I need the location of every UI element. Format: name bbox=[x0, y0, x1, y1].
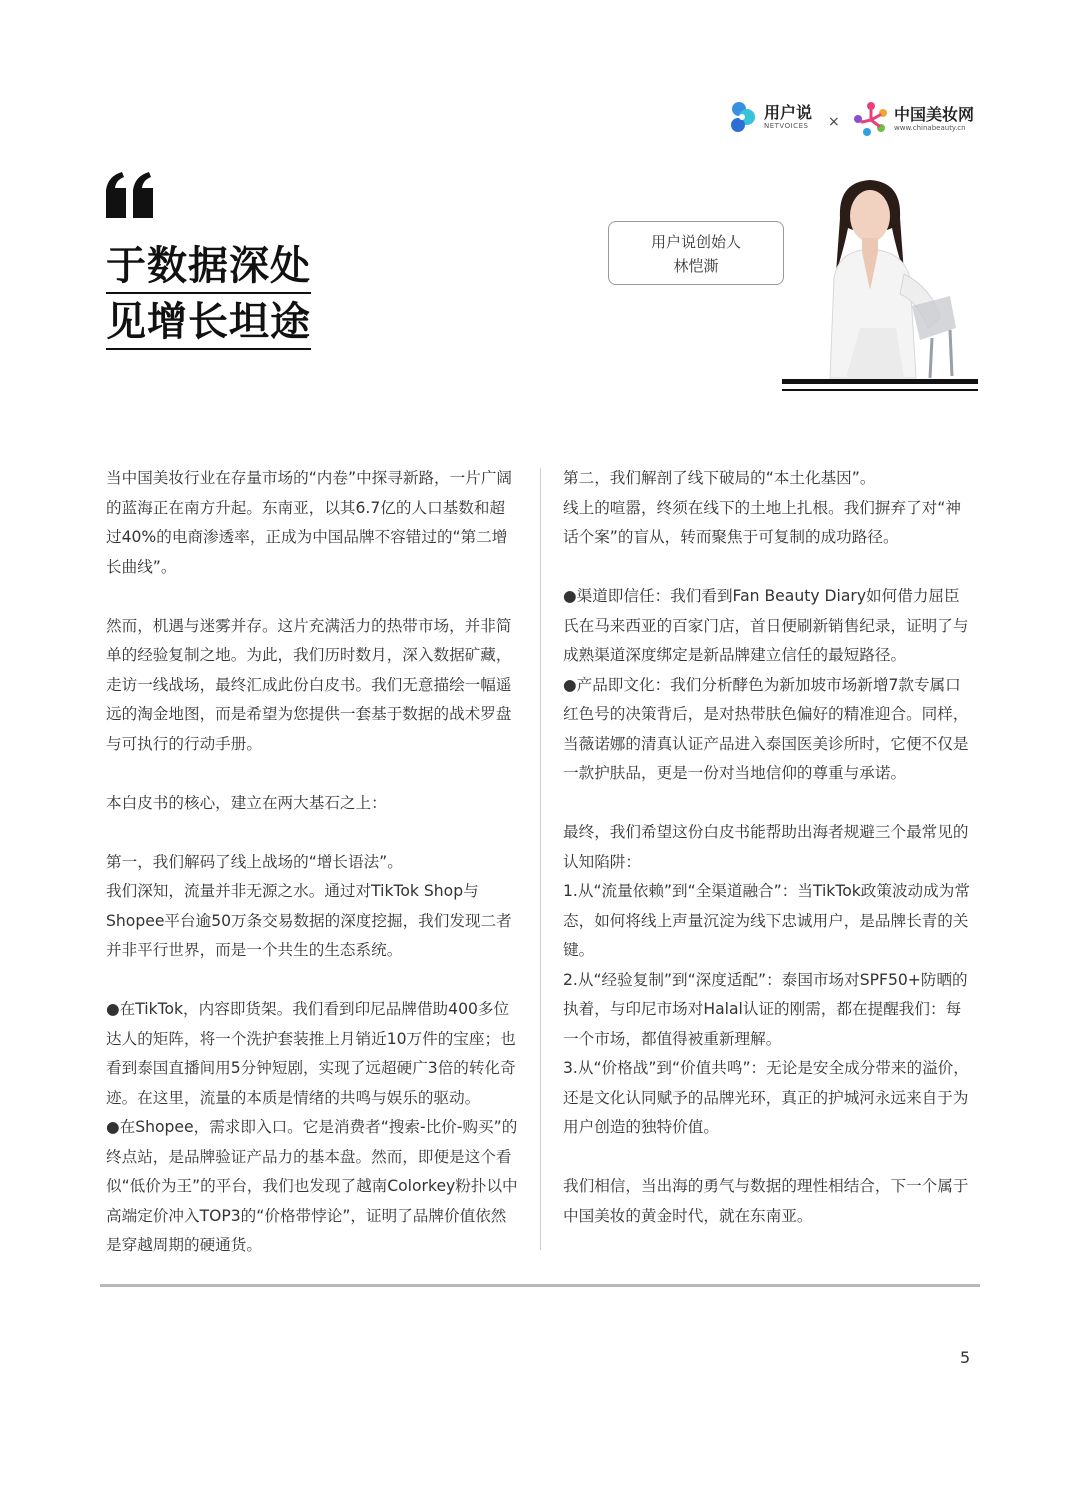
chinabeauty-logo-en: www.chinabeauty.cn bbox=[894, 124, 966, 132]
portrait-rule-thin bbox=[782, 389, 978, 391]
header-logos bbox=[728, 100, 988, 144]
founder-caption bbox=[608, 221, 784, 285]
founder-role: 用户说创始人 bbox=[650, 233, 741, 251]
headline-line-2: 见增长坦途 bbox=[106, 296, 311, 350]
headline bbox=[106, 240, 311, 352]
netvoices-logo bbox=[728, 100, 812, 134]
right-paragraph-8: 3.从“价格战”到“价值共鸣”：无论是安全成分带来的溢价，还是文化认同赋予的品牌光环，真正的护城河永远来自于为用户创造的独特价值。 bbox=[563, 1059, 969, 1136]
collab-times-sign: × bbox=[828, 114, 840, 130]
left-paragraph-1: 当中国美妆行业在存量市场的“内卷”中探寻新路，一片广阔的蓝海正在南方升起。东南亚，以其6.7亿的人口基数和超过40%的电商渗透率，正成为中国品牌不容错过的“第二增长曲线”。 bbox=[106, 469, 513, 576]
left-paragraph-6: ●在TikTok，内容即货架。我们看到印尼品牌借助400多位达人的矩阵，将一个洗护套装推上月销近10万件的宝座；也看到泰国直播间用5分钟短剧，实现了远超硬广3倍的转化奇迹。在这里，流量的本质是情绪的共鸣与娱乐的驱动。 bbox=[106, 1000, 516, 1107]
chinabeauty-logo-icon bbox=[852, 100, 890, 138]
netvoices-logo-en: NETVOICES bbox=[764, 122, 809, 130]
right-paragraph-2: 线上的喧嚣，终须在线下的土地上扎根。我们摒弃了对“神话个案”的盲从，转而聚焦于可复制的成功路径。 bbox=[563, 498, 961, 546]
page-number: 5 bbox=[960, 1348, 971, 1367]
bottom-rule bbox=[100, 1284, 980, 1287]
left-column bbox=[106, 464, 518, 1261]
right-paragraph-3: ●渠道即信任：我们看到Fan Beauty Diary如何借力屈臣氏在马来西亚的百家门店，首日便刷新销售纪录，证明了与成熟渠道深度绑定是新品牌建立信任的最短路径。 bbox=[563, 587, 969, 664]
founder-portrait bbox=[800, 178, 970, 384]
right-paragraph-9: 我们相信，当出海的勇气与数据的理性相结合，下一个属于中国美妆的黄金时代，就在东南亚。 bbox=[563, 1177, 969, 1225]
chinabeauty-logo-cn: 中国美妆网 bbox=[894, 105, 975, 124]
right-paragraph-6: 1.从“流量依赖”到“全渠道融合”：当TikTok政策波动成为常态，如何将线上声量沉淀为线下忠诚用户，是品牌长青的关键。 bbox=[563, 882, 970, 959]
headline-line-1: 于数据深处 bbox=[106, 240, 311, 294]
chinabeauty-logo bbox=[852, 100, 974, 138]
right-paragraph-5: 最终，我们希望这份白皮书能帮助出海者规避三个最常见的认知陷阱： bbox=[563, 823, 969, 871]
founder-name: 林恺澌 bbox=[673, 257, 719, 275]
right-paragraph-1: 第二，我们解剖了线下破局的“本土化基因”。 bbox=[563, 469, 876, 487]
netvoices-logo-cn: 用户说 bbox=[764, 103, 813, 122]
left-paragraph-5: 我们深知，流量并非无源之水。通过对TikTok Shop与Shopee平台逾50万条交易数据的深度挖掘，我们发现二者并非平行世界，而是一个共生的生态系统。 bbox=[106, 882, 512, 959]
left-paragraph-7: ●在Shopee，需求即入口。它是消费者“搜索-比价-购买”的终点站，是品牌验证产品力的基本盘。然而，即便是这个看似“低价为王”的平台，我们也发现了越南Colorkey粉扑以中高端定价冲入TOP3的“价格带悖论”，证明了品牌价值依然是穿越周期的硬通货。 bbox=[106, 1118, 518, 1254]
right-column bbox=[563, 464, 975, 1231]
quote-mark-icon bbox=[104, 170, 156, 226]
left-paragraph-3: 本白皮书的核心，建立在两大基石之上： bbox=[106, 793, 387, 812]
portrait-rule-thick bbox=[782, 379, 978, 384]
left-paragraph-4: 第一，我们解码了线上战场的“增长语法”。 bbox=[106, 852, 403, 871]
right-paragraph-7: 2.从“经验复制”到“深度适配”：泰国市场对SPF50+防晒的执着，与印尼市场对Halal认证的刚需，都在提醒我们：每一个市场，都值得被重新理解。 bbox=[563, 970, 968, 1048]
netvoices-logo-icon bbox=[728, 100, 758, 134]
column-divider bbox=[540, 468, 541, 1250]
left-paragraph-2: 然而，机遇与迷雾并存。这片充满活力的热带市场，并非简单的经验复制之地。为此，我们历时数月，深入数据矿藏，走访一线战场，最终汇成此份白皮书。我们无意描绘一幅遥远的淘金地图，而是希望为您提供一套基于数据的战术罗盘与可执行的行动手册。 bbox=[106, 616, 512, 753]
right-paragraph-4: ●产品即文化：我们分析酵色为新加坡市场新增7款专属口红色号的决策背后，是对热带肤色偏好的精准迎合。同样，当薇诺娜的清真认证产品进入泰国医美诊所时，它便不仅是一款护肤品，更是一份对当地信仰的尊重与承诺。 bbox=[563, 675, 969, 782]
